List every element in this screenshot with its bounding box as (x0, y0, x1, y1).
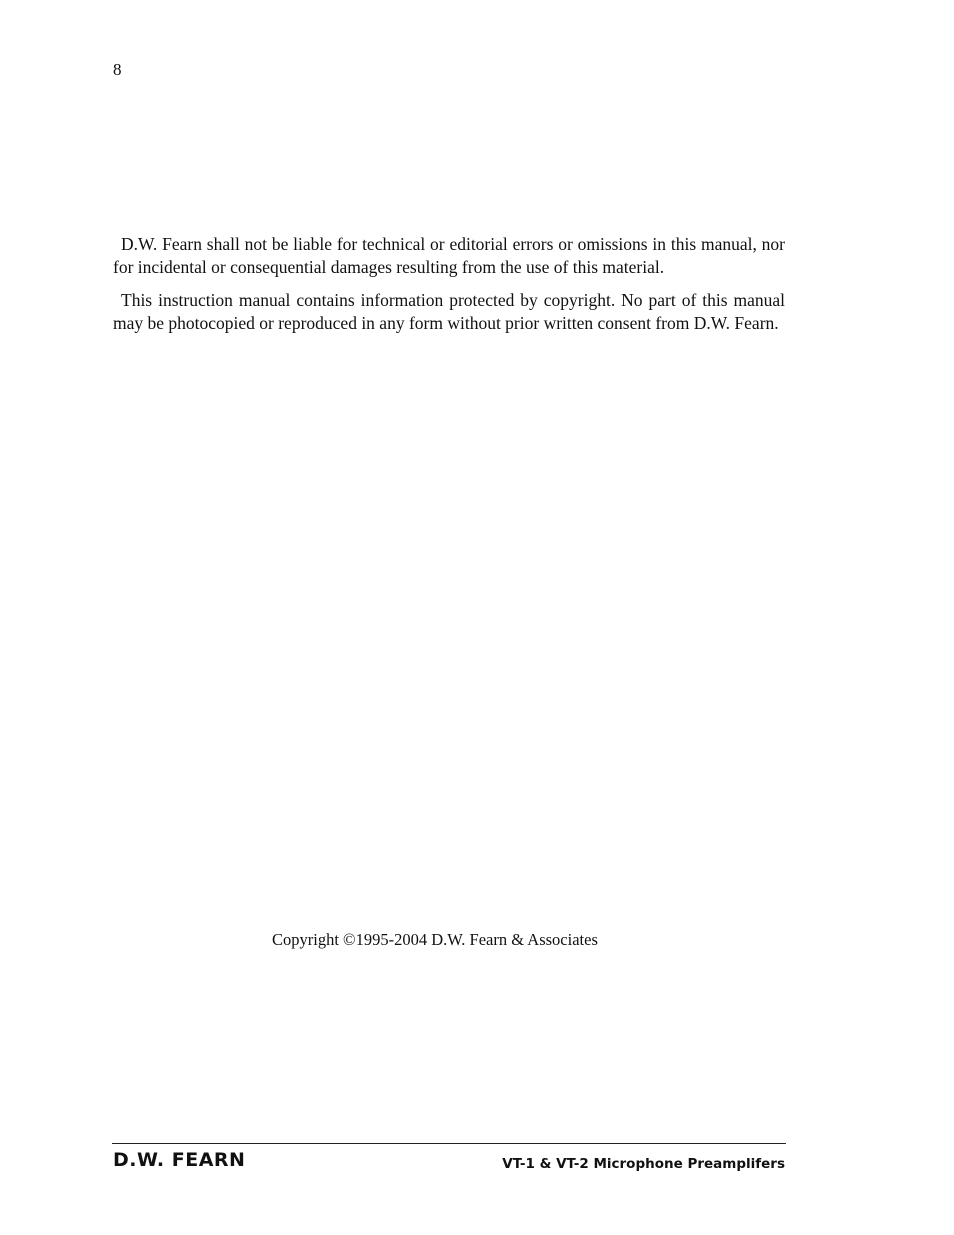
footer-product-title: VT-1 & VT-2 Microphone Preamplifers (502, 1156, 785, 1172)
copyright-line: Copyright ©1995-2004 D.W. Fearn & Associates (272, 930, 598, 949)
copyright-notice-paragraph: This instruction manual contains information protected by copyright. No part of this manual may be photocopied or reproduced in any form without prior written consent from D.W. Fearn. (113, 290, 785, 333)
liability-paragraph: D.W. Fearn shall not be liable for technical or editorial errors or omissions in this manual, nor for incidental or consequential damages resulting from the use of this material. (113, 234, 785, 277)
footer-divider (112, 1143, 786, 1144)
page-number: 8 (113, 60, 122, 79)
footer-brand: D.W. FEARN (113, 1149, 246, 1171)
disclaimer-text (113, 233, 785, 345)
